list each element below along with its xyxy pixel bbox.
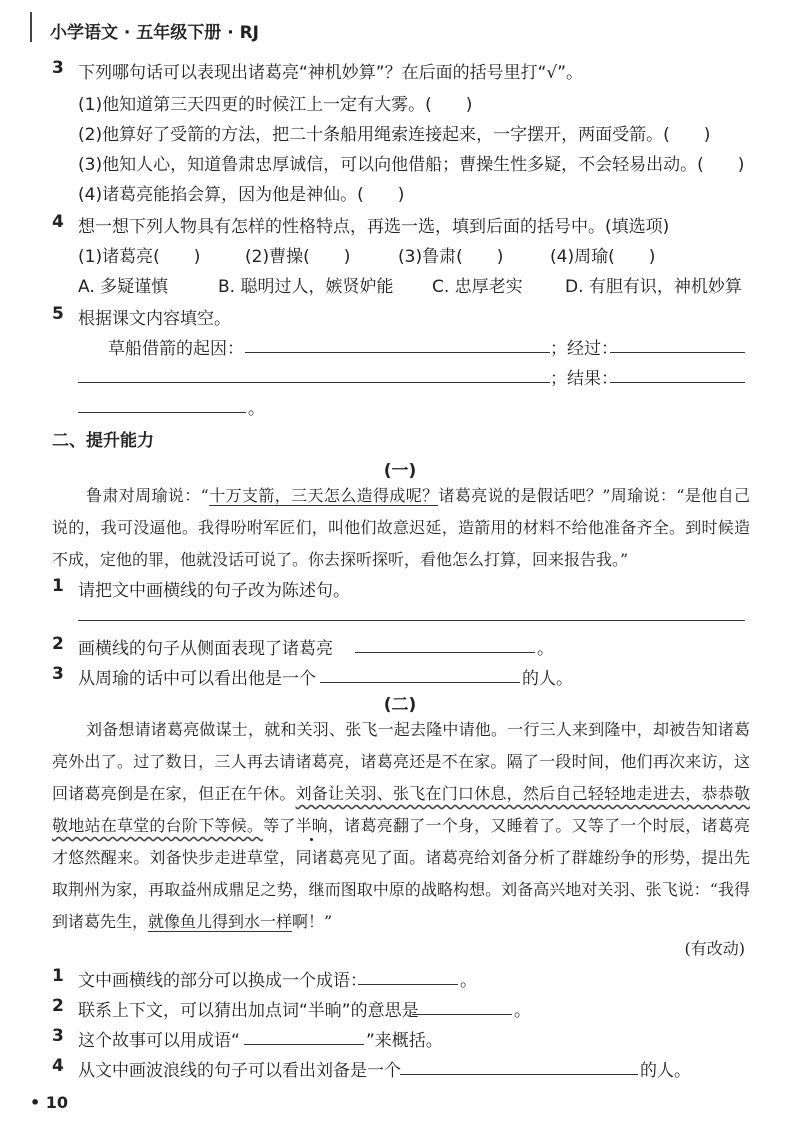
person-item: (4)周瑜( ) [550,247,656,267]
result-blank-cont[interactable] [78,394,246,413]
cause-label: 草船借箭的起因： [108,339,244,359]
page-number: • 10 [30,1093,69,1112]
section-title: 二、提升能力 [52,431,154,451]
end-mark: 。 [514,1001,531,1021]
person-item: (3)鲁肃( ) [398,247,504,267]
option-text: (3)他知人心，知道鲁肃忠厚诚信，可以向他借船；曹操生性多疑，不会轻易出动。( ) [78,155,745,175]
question-stem: 想一想下列人物具有怎样的性格特点，再选一选，填到后面的括号中。(填选项) [78,217,670,237]
answer-blank[interactable] [320,664,520,683]
text-span: 啊！” [292,912,333,931]
question-stem: 文中画横线的部分可以换成一个成语： [78,971,367,991]
underlined-phrase: 就像鱼儿得到水一样 [148,912,293,931]
dotted-word: 半晌 [295,816,329,835]
answer-blank[interactable] [400,1056,638,1075]
answer-blank[interactable] [355,634,535,653]
end-mark: 。 [537,639,554,659]
option-text: (2)他算好了受箭的方法，把二十条船用绳索连接起来，一字摆开，两面受箭。( ) [78,125,711,145]
process-label: ；经过： [550,339,618,359]
question-number: 3 [52,1026,64,1046]
wavy-sentence: 刘备让关羽、张飞在门口休息，然后自己轻轻地走进去，恭恭敬敬地站在草堂的台阶下等候。 [52,784,750,835]
question-stem: 画横线的句子从侧面表现了诸葛亮 [78,639,333,659]
result-label: ；结果： [550,369,618,389]
answer-blank[interactable] [358,966,458,985]
answer-blank[interactable] [244,1026,364,1045]
question-number: 3 [52,664,64,684]
process-blank-cont[interactable] [78,364,550,383]
question-number: 1 [52,576,64,596]
end-mark: 的人。 [522,669,573,689]
question-stem: 联系上下文，可以猜出加点词“半晌”的意思是 [78,1001,419,1021]
choice-item: B. 聪明过人，嫉贤妒能 [218,277,394,297]
question-stem: 请把文中画横线的句子改为陈述句。 [78,581,350,601]
question-stem: 这个故事可以用成语“ [78,1031,240,1051]
text-span: 鲁肃对周瑜说：“ [86,486,209,505]
source-note: (有改动) [684,939,745,958]
end-mark: 的人。 [640,1061,691,1081]
passage-title: (二) [383,695,417,715]
person-item: (2)曹操( ) [245,247,351,267]
process-blank[interactable] [610,334,745,353]
end-mark: ”来概括。 [366,1031,443,1051]
result-blank[interactable] [610,364,745,383]
option-text: (4)诸葛亮能掐会算，因为他是神仙。( ) [78,185,405,205]
question-stem: 从文中画波浪线的句子可以看出刘备是一个 [78,1061,401,1081]
question-number: 4 [52,212,64,232]
end-mark: 。 [460,971,477,991]
choice-item: A. 多疑谨慎 [78,277,169,297]
question-stem: 根据课文内容填空。 [78,309,231,329]
text-span: ，诸葛亮翻了一个身，又睡着了。又等了一个时辰，诸葛亮才悠然醒来。刘备快步走进草堂，同诸葛亮见了面。诸葛亮给刘备分析了群雄纷争的形势，提出先取荆州为家，再取益州成鼎足之势，继而图取中原的战略构想。刘备高兴地对关羽、张飞说：“我得到诸葛先生， [52,816,750,931]
choice-item: D. 有胆有识，神机妙算 [565,277,742,297]
question-stem: 下列哪句话可以表现出诸葛亮“神机妙算”？在后面的括号里打“√”。 [78,63,584,83]
answer-line[interactable] [78,620,745,621]
option-text: (1)他知道第三天四更的时候江上一定有大雾。( ) [78,95,473,115]
cause-blank[interactable] [245,334,550,353]
header-divider [30,12,32,42]
question-number: 4 [52,1056,64,1076]
text-span: 等了 [263,816,296,835]
question-number: 1 [52,966,64,986]
end-mark: 。 [248,399,265,419]
question-number: 2 [52,634,64,654]
answer-blank[interactable] [412,996,512,1015]
person-item: (1)诸葛亮( ) [78,247,201,267]
choice-item: C. 忠厚老实 [432,277,523,297]
text-span: 诸葛亮说的是假话吧？”周瑜说：“是他自己说的，我可没逼他。我得吩咐军匠们，叫他们故意迟延，造箭用的材料不给他准备齐全。到时候造不成，定他的罪，他就没话可说了。你去探听探听，看他怎么打算，回来报告我。” [52,486,750,569]
passage-title: (一) [383,461,417,481]
text-span: 刘备想请诸葛亮做谋士，就和关羽、张飞一起去隆中请他。一行三人来到隆中，却被告知诸葛亮外出了。过了数日，三人再去请诸葛亮，诸葛亮还是不在家。隔了一段时间，他们再次来访，这回诸葛亮倒是在家，但正在午休。 [52,720,750,803]
underlined-sentence: 十万支箭，三天怎么造得成呢？ [208,486,439,505]
passage-1-text [52,480,750,576]
question-number: 2 [52,996,64,1016]
page-header: 小学语文 · 五年级下册 · RJ [50,23,260,43]
question-number: 3 [52,58,64,78]
question-number: 5 [52,304,64,324]
question-stem: 从周瑜的话中可以看出他是一个 [78,669,316,689]
passage-2-text [52,714,750,938]
